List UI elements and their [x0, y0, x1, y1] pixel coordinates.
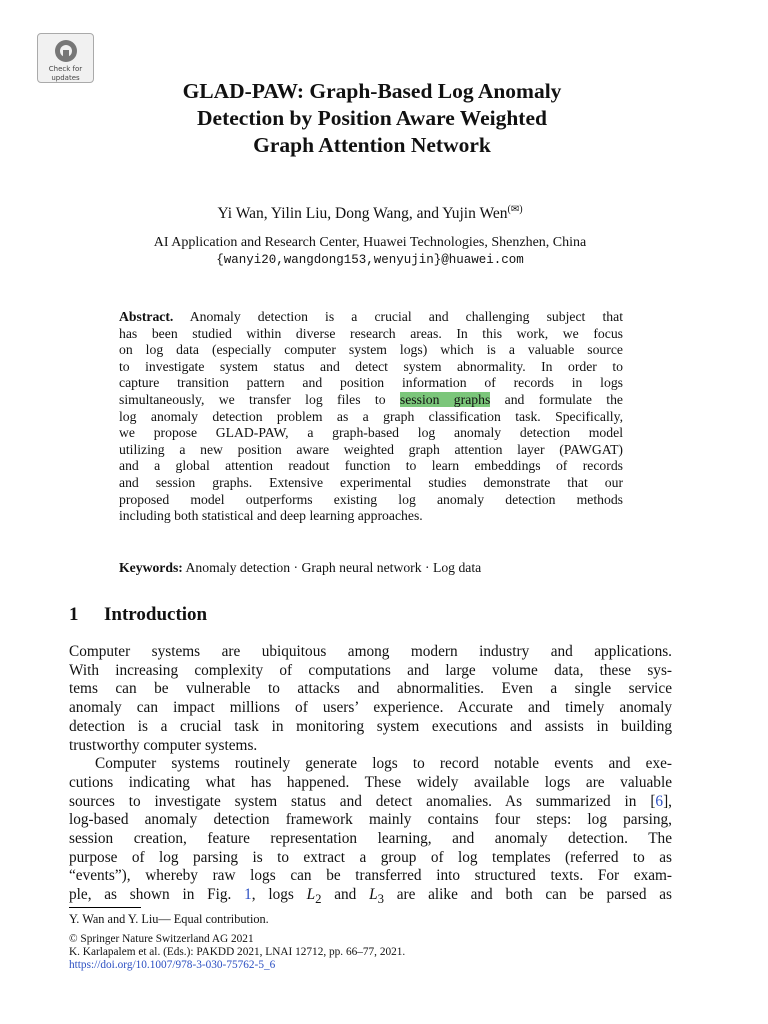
abstract-line: has been studied within diverse research areas. In this work, we focus — [119, 325, 623, 341]
keywords — [119, 559, 481, 576]
author-names: Yi Wan, Yilin Liu, Dong Wang, and Yujin Wen — [217, 205, 508, 223]
crossmark-icon — [53, 38, 79, 64]
highlighted-text[interactable]: session graphs — [399, 391, 491, 407]
abstract — [119, 309, 623, 525]
keywords-label: Keywords: — [119, 560, 183, 575]
affiliation: AI Application and Research Center, Huawei Technologies, Shenzhen, China — [153, 235, 587, 250]
body-line: “events”), whereby raw logs can be transferred into structured texts. For exam- — [69, 867, 672, 885]
abstract-line: including both statistical and deep learning approaches. — [119, 508, 423, 524]
doi-link[interactable]: https://doi.org/10.1007/978-3-030-75762-5_6 — [69, 959, 276, 971]
abstract-line: and a global attention readout function to learn embeddings of records — [119, 458, 623, 474]
check-for-updates-badge[interactable] — [37, 33, 94, 83]
footnote: Y. Wan and Y. Liu— Equal contribution. — [69, 912, 269, 926]
corresponding-author-mark: (✉) — [507, 204, 523, 215]
copyright-block — [69, 933, 405, 972]
badge-label-2: updates — [51, 74, 80, 82]
body-line: tems can be vulnerable to attacks and abnormalities. Even a single service — [69, 680, 672, 698]
abstract-line: capture transition pattern and position information of records in logs — [119, 375, 623, 391]
body-text — [69, 643, 672, 909]
abstract-line: we propose GLAD-PAW, a graph-based log anomaly detection model — [119, 425, 623, 441]
abstract-line: Anomaly detection is a crucial and challenging subject that — [189, 309, 623, 324]
body-line: With increasing complexity of computations and large volume data, these sys- — [69, 661, 672, 679]
body-line: purpose of log parsing is to extract a group of log templates (referred to as — [69, 848, 672, 866]
body-line: Computer systems are ubiquitous among modern industry and applications. — [69, 643, 672, 660]
body-line: ], — [663, 792, 672, 810]
math-symbol: L — [369, 886, 378, 904]
body-line: , logs — [251, 886, 307, 904]
section-heading — [69, 604, 207, 626]
body-line: ple, as shown in Fig. — [69, 886, 245, 904]
footnote-rule — [69, 907, 141, 908]
figure-link[interactable]: 1 — [244, 886, 252, 904]
abstract-line: and session graphs. Extensive experimental studies demonstrate that our — [119, 474, 623, 490]
abstract-line: log anomaly detection problem as a graph classification task. Specifically, — [119, 408, 623, 424]
body-line: sources to investigate system status and detect anomalies. As summarized in [ — [69, 792, 656, 810]
citation-link[interactable]: 6 — [655, 792, 664, 810]
abstract-line: and formulate the — [504, 391, 623, 407]
body-line: detection is a crucial task in monitoring system executions and assists in building — [69, 717, 672, 735]
author-list — [0, 200, 740, 224]
body-line: log-based anomaly detection framework mainly contains four steps: log parsing, — [69, 811, 672, 829]
abstract-line: simultaneously, we transfer log files to — [119, 391, 386, 407]
math-subscript: 3 — [377, 892, 384, 907]
body-line: anomaly can impact millions of users’ experience. Accurate and timely anomaly — [69, 699, 672, 717]
body-line: trustworthy computer systems. — [69, 736, 258, 754]
email-addresses: {wanyi20,wangdong153,wenyujin}@huawei.com — [216, 253, 524, 267]
keywords-text: Anomaly detection · Graph neural network · Log data — [185, 560, 482, 575]
body-line: are alike and both can be parsed as — [383, 886, 672, 904]
body-line: session creation, feature representation learning, and anomaly detection. The — [69, 830, 672, 848]
section-number: 1 — [69, 604, 79, 625]
paper-title — [80, 78, 664, 159]
math-subscript: 2 — [315, 892, 322, 907]
abstract-label: Abstract. — [119, 309, 174, 324]
body-line: Computer systems routinely generate logs to record notable events and exe- — [95, 755, 672, 773]
copyright-line: © Springer Nature Switzerland AG 2021 — [69, 933, 254, 945]
abstract-line: utilizing a new position aware weighted graph attention layer (PAWGAT) — [119, 441, 623, 457]
body-line: and — [321, 886, 370, 904]
section-title: Introduction — [104, 604, 208, 625]
title-line-1: GLAD-PAW: Graph-Based Log Anomaly — [182, 79, 562, 103]
body-line: cutions indicating what has happened. These widely available logs are valuable — [69, 773, 672, 791]
math-symbol: L — [306, 886, 316, 904]
title-line-2: Detection by Position Aware Weighted — [197, 106, 547, 130]
abstract-line: on log data (especially computer system logs) which is a valuable source — [119, 342, 623, 358]
abstract-line: to investigate system status and detect system abnormality. In order to — [119, 358, 623, 374]
abstract-line: proposed model outperforms existing log anomaly detection methods — [119, 491, 623, 507]
badge-label-1: Check for — [48, 65, 83, 73]
title-line-3: Graph Attention Network — [253, 133, 491, 157]
citation-line: K. Karlapalem et al. (Eds.): PAKDD 2021, LNAI 12712, pp. 66–77, 2021. — [69, 946, 406, 958]
